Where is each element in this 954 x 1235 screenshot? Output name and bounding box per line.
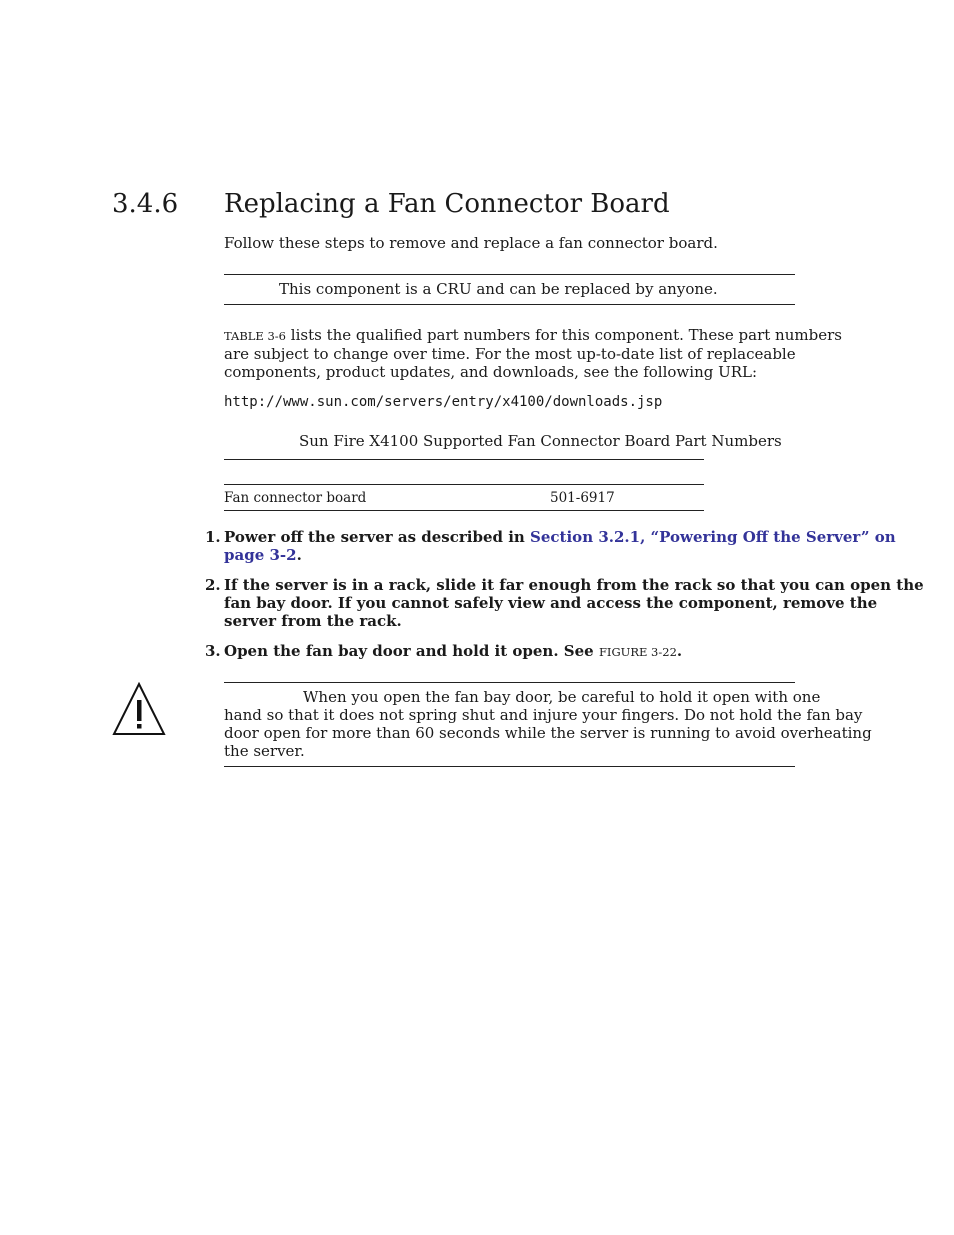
table-ref-line1: lists the qualified part numbers for this component. These part numbers [286,326,842,344]
warning-triangle-icon [112,682,166,736]
step-2-line3: server from the rack. [224,612,402,630]
step-3-text: Open the fan bay door and hold it open. See [224,642,599,660]
table-header-rule [224,459,704,460]
step-1-period: . [296,546,302,564]
table-cell-part-number: 501-6917 [550,490,615,506]
step-1-text: Power off the server as described in [224,528,531,546]
section-title: Replacing a Fan Connector Board [224,189,670,219]
table-cell-component: Fan connector board [224,490,367,506]
step-1-page-link[interactable]: page 3-2 [224,546,297,564]
note-bottom-rule [224,304,795,305]
caution-text [224,688,872,760]
intro-text: Follow these steps to remove and replace a fan connector board. [224,234,718,252]
table-ref-link[interactable]: TABLE 3-6 [224,329,287,343]
step-3-figure-link[interactable]: FIGURE 3-22 [598,645,677,659]
table-body-rule [224,484,704,485]
table-ref-paragraph [224,326,842,381]
table-ref-line3: components, product updates, and downloads, see the following URL: [224,363,758,381]
downloads-url[interactable]: http://www.sun.com/servers/entry/x4100/downloads.jsp [224,394,663,410]
caution-line4: the server. [224,742,305,760]
step-1-number: 1. [205,528,221,546]
caution-bottom-rule [224,766,795,767]
table-ref-line2: are subject to change over time. For the most up-to-date list of replaceable [224,345,796,363]
caution-line1: When you open the fan bay door, be careful to hold it open with one [303,688,821,706]
step-3 [205,642,795,662]
caution-line3: door open for more than 60 seconds while the server is running to avoid overheating [224,724,872,742]
caution-top-rule [224,682,795,683]
step-2-number: 2. [205,576,221,594]
step-1 [205,528,896,568]
step-2-line1: If the server is in a rack, slide it far enough from the rack so that you can open the [224,576,924,594]
step-2 [205,576,924,632]
table-bottom-rule [224,510,704,511]
step-1-section-link[interactable]: Section 3.2.1, “Powering Off the Server” on [530,528,896,546]
step-3-number: 3. [205,642,221,660]
step-3-period: . [676,642,683,660]
note-text: This component is a CRU and can be replaced by anyone. [279,280,718,298]
table-caption: Sun Fire X4100 Supported Fan Connector Board Part Numbers [299,432,782,450]
caution-line2: hand so that it does not spring shut and injure your fingers. Do not hold the fan bay [224,706,863,724]
step-2-line2: fan bay door. If you cannot safely view and access the component, remove the [224,594,878,612]
note-top-rule [224,274,795,275]
section-number: 3.4.6 [112,189,179,219]
